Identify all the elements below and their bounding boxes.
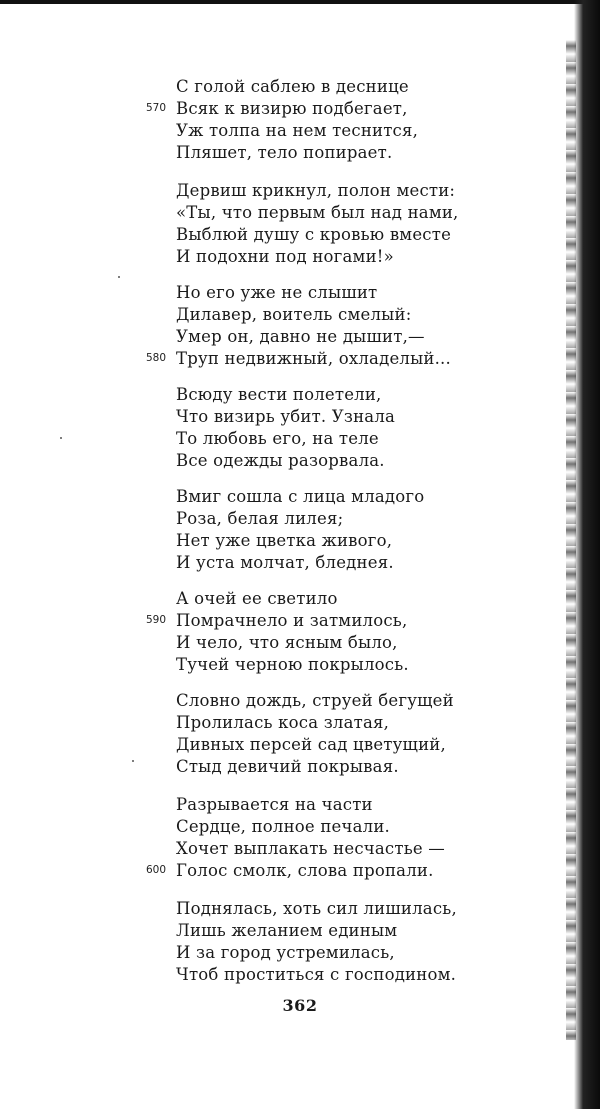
line-number-600: 600 bbox=[146, 864, 167, 876]
poem-line: С голой саблею в деснице bbox=[176, 77, 409, 96]
poem-line: Но его уже не слышит bbox=[176, 283, 378, 302]
poem-line: Поднялась, хоть сил лишилась, bbox=[176, 899, 457, 918]
page-number: 362 bbox=[282, 996, 318, 1015]
poem-line: Дивных персей сад цветущий, bbox=[176, 735, 446, 754]
poem-line: Лишь желанием единым bbox=[176, 921, 398, 940]
page-right-edge-shadow bbox=[574, 0, 600, 1109]
poem-line: Хочет выплакать несчастье — bbox=[176, 839, 445, 858]
poem-line: Всяк к визирю подбегает, bbox=[176, 99, 408, 118]
poem-line: Сердце, полное печали. bbox=[176, 817, 390, 836]
line-number-590: 590 bbox=[146, 614, 167, 626]
poem-line: И за город устремилась, bbox=[176, 943, 395, 962]
poem-line: Нет уже цветка живого, bbox=[176, 531, 393, 550]
poem-line: Тучей черною покрылось. bbox=[176, 655, 409, 674]
poem-line: «Ты, что первым был над нами, bbox=[176, 203, 459, 222]
poem-line: Уж толпа на нем теснится, bbox=[176, 121, 419, 140]
poem-line: То любовь его, на теле bbox=[176, 429, 379, 448]
poem-line: Выблюй душу с кровью вместе bbox=[176, 225, 452, 244]
poem-line: И подохни под ногами!» bbox=[176, 247, 394, 266]
poem-line: Роза, белая лилея; bbox=[176, 509, 344, 528]
line-number-570: 570 bbox=[146, 102, 167, 114]
poem-line: Всюду вести полетели, bbox=[176, 385, 382, 404]
print-speck bbox=[132, 760, 134, 762]
poem-line: Пролилась коса златая, bbox=[176, 713, 390, 732]
poem-line: А очей ее светило bbox=[176, 589, 338, 608]
poem-line: Вмиг сошла с лица младого bbox=[176, 487, 425, 506]
poem-line: Что визирь убит. Узнала bbox=[176, 407, 396, 426]
poem-line: Стыд девичий покрывая. bbox=[176, 757, 399, 776]
print-speck bbox=[60, 437, 62, 439]
page-top-edge bbox=[0, 0, 600, 4]
poem-line: Чтоб проститься с господином. bbox=[176, 965, 457, 984]
poem-line: Пляшет, тело попирает. bbox=[176, 143, 393, 162]
poem-line: Словно дождь, струей бегущей bbox=[176, 691, 454, 710]
poem-line: Помрачнело и затмилось, bbox=[176, 611, 408, 630]
poem-line: Дилавер, воитель смелый: bbox=[176, 305, 412, 324]
line-number-580: 580 bbox=[146, 352, 167, 364]
poem-line: И чело, что ясным было, bbox=[176, 633, 398, 652]
poem-line: И уста молчат, бледнея. bbox=[176, 553, 394, 572]
poem-line: Голос смолк, слова пропали. bbox=[176, 861, 434, 880]
poem-line: Все одежды разорвала. bbox=[176, 451, 385, 470]
print-speck bbox=[118, 276, 120, 278]
poem-line: Умер он, давно не дышит,— bbox=[176, 327, 425, 346]
poem-line: Разрывается на части bbox=[176, 795, 373, 814]
poem-line: Труп недвижный, охладелый... bbox=[176, 349, 451, 368]
poem-line: Дервиш крикнул, полон мести: bbox=[176, 181, 456, 200]
